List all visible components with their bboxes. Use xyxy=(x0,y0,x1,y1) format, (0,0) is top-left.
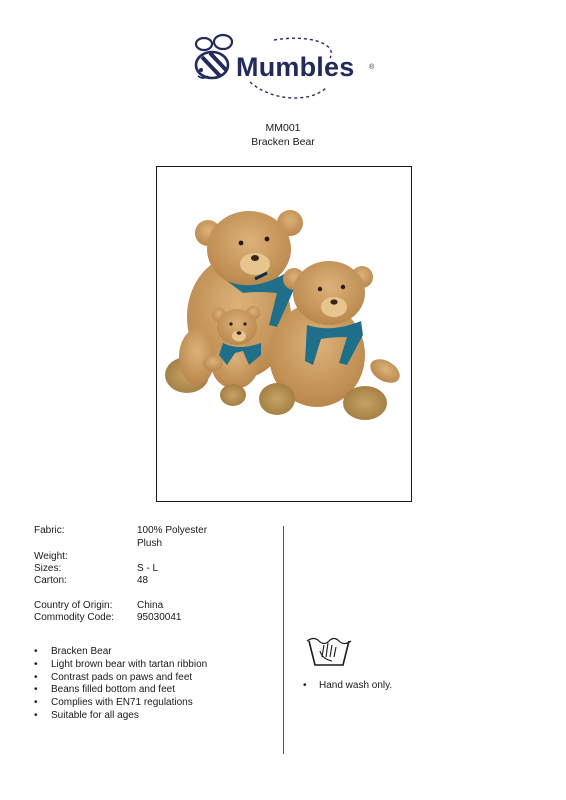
origin-label: Country of Origin: xyxy=(34,600,113,611)
carton-label: Carton: xyxy=(34,575,67,586)
commodity-label: Commodity Code: xyxy=(34,612,115,623)
care-text: Hand wash only. xyxy=(319,680,393,691)
fabric-value-line-2: Plush xyxy=(137,538,163,549)
list-item: • Suitable for all ages xyxy=(34,710,207,723)
weight-label: Weight: xyxy=(34,551,68,562)
product-name: Bracken Bear xyxy=(251,136,315,148)
teddy-bears-image xyxy=(157,167,411,501)
column-divider xyxy=(283,526,284,754)
registered-mark: ® xyxy=(369,64,375,71)
sizes-value: S - L xyxy=(137,563,159,574)
carton-value: 48 xyxy=(137,575,149,586)
list-item: • Complies with EN71 regulations xyxy=(34,697,207,710)
brand-name: Mumbles xyxy=(236,52,355,82)
fabric-value: 100% Polyester xyxy=(137,525,208,536)
origin-value: China xyxy=(137,600,164,611)
bullet: • xyxy=(303,680,307,691)
product-code: MM001 xyxy=(265,122,301,134)
list-item: • Beans filled bottom and feet xyxy=(34,684,207,697)
list-item: • Contrast pads on paws and feet xyxy=(34,672,207,685)
list-item: • Light brown bear with tartan ribbion xyxy=(34,659,207,672)
product-photo xyxy=(156,166,412,502)
hand-wash-icon xyxy=(306,633,352,669)
mumbles-logo xyxy=(190,30,385,105)
sizes-label: Sizes: xyxy=(34,563,62,574)
list-item: • Bracken Bear xyxy=(34,646,207,659)
fabric-label: Fabric: xyxy=(34,525,65,536)
feature-list xyxy=(34,646,207,723)
commodity-value: 95030041 xyxy=(137,612,182,623)
